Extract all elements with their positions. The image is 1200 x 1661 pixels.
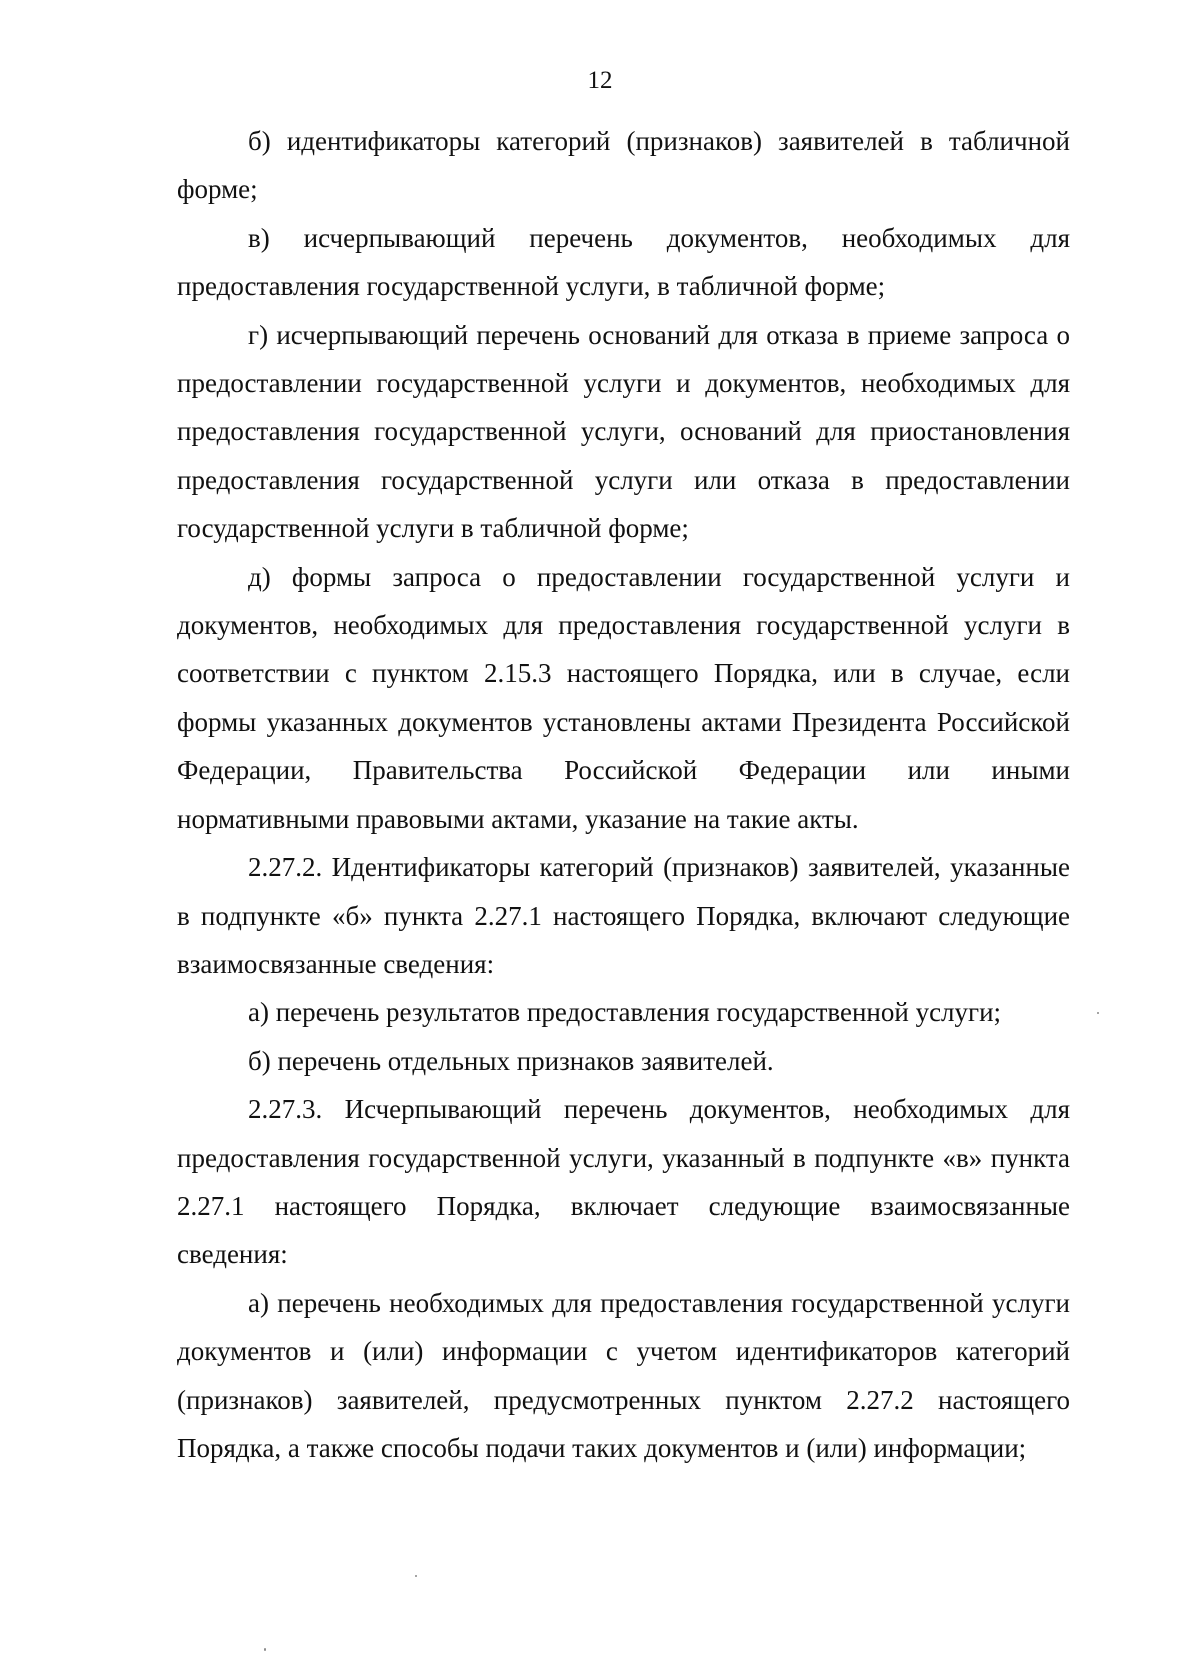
scan-speck <box>415 1575 417 1577</box>
scan-speck <box>1097 1012 1099 1014</box>
paragraph-2-27-2: 2.27.2. Идентификаторы категорий (признаков) заявителей, указанные в подпункте «б» пункта 2.27.1 настоящего Порядка, включают следующие взаимосвязанные сведения: <box>177 852 1070 979</box>
paragraph-b-applicant-features: б) перечень отдельных признаков заявителей. <box>248 1045 774 1076</box>
document-body <box>177 117 1070 1472</box>
paragraph-g-refusal-grounds: г) исчерпывающий перечень оснований для отказа в приеме запроса о предоставлении государственной услуги и документов, необходимых для предоставления государственной услуги, оснований для приостановления предоставления государственной услуги или отказа в предоставлении государственной услуги в табличной форме; <box>177 319 1070 544</box>
paragraph-d-request-forms: д) формы запроса о предоставлении государственной услуги и документов, необходимых для предоставления государственной услуги в соответствии с пунктом 2.15.3 настоящего Порядка, или в случае, если формы указанных документов установлены актами Президента Российской Федерации, Правительства Российской Федерации или иными нормативными правовыми актами, указание на такие акты. <box>177 561 1070 834</box>
paragraph-b-identifiers: б) идентификаторы категорий (признаков) заявителей в табличной форме; <box>177 126 1070 205</box>
paragraph-v-documents-list: в) исчерпывающий перечень документов, необходимых для предоставления государственной услуги, в табличной форме; <box>177 222 1070 302</box>
page-number: 12 <box>587 67 613 94</box>
scan-speck <box>264 1648 266 1651</box>
paragraph-a-required-documents: а) перечень необходимых для предоставления государственной услуги документов и (или) информации с учетом идентификаторов категорий (признаков) заявителей, предусмотренных пунктом 2.27.2 настоящего Порядка, а также способы подачи таких документов и (или) информации; <box>177 1287 1070 1463</box>
paragraph-a-results-list: а) перечень результатов предоставления государственной услуги; <box>248 997 1002 1028</box>
paragraph-2-27-3: 2.27.3. Исчерпывающий перечень документов, необходимых для предоставления государственной услуги, указанный в подпункте «в» пункта 2.27.1 настоящего Порядка, включает следующие взаимосвязанные сведения: <box>177 1094 1070 1270</box>
